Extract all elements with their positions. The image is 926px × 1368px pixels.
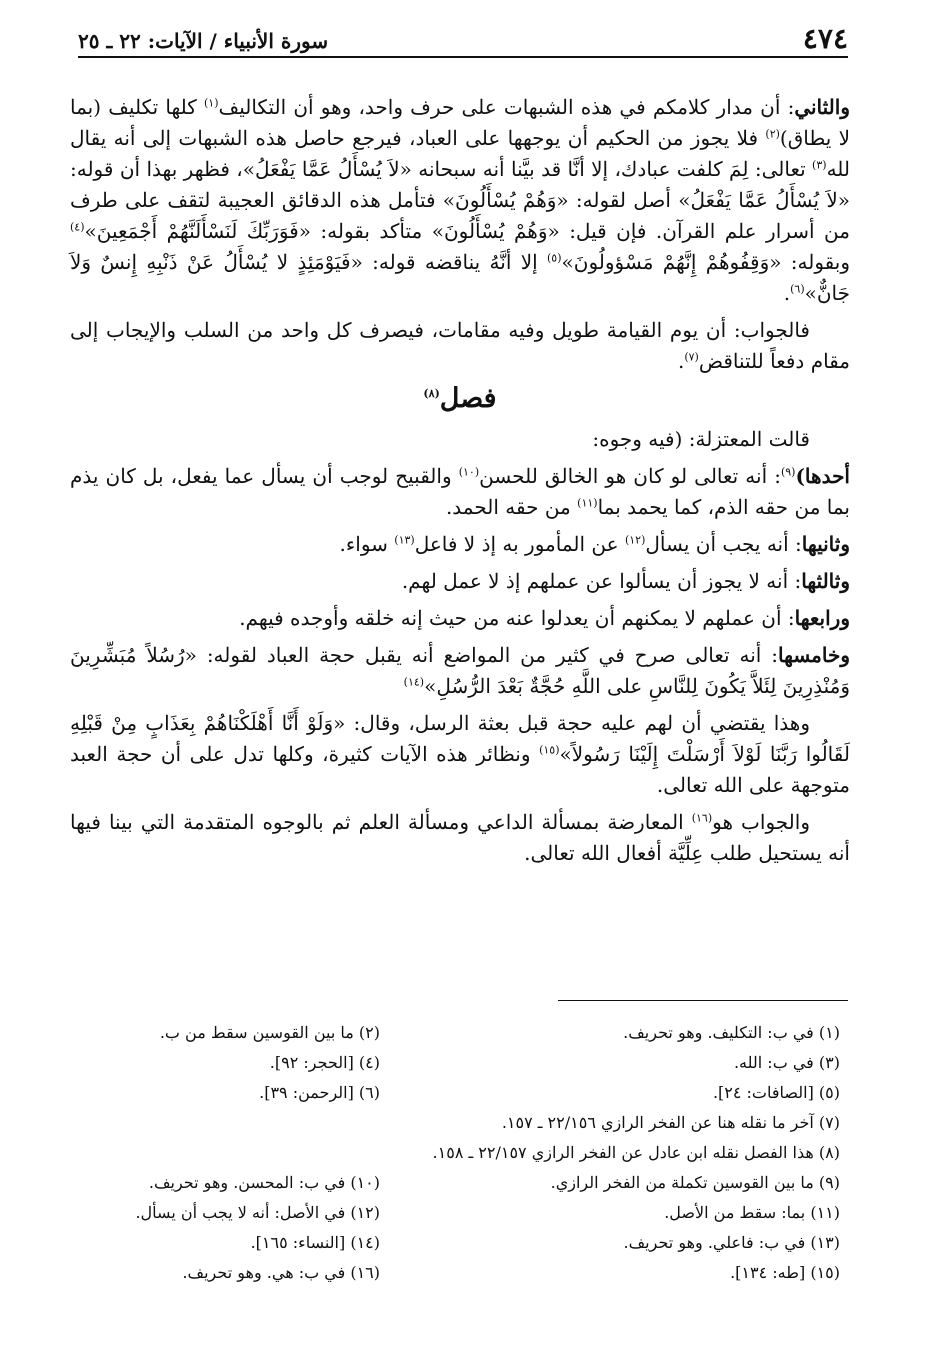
footnote-item: (٣) في ب: الله. [733, 1053, 840, 1072]
footnote-marker[interactable]: (٨) [423, 387, 440, 400]
paragraph-third [70, 566, 850, 597]
paragraph-text: تعالى: لِمَ كلفت عبادك، إلا أنَّا قد بيَّنا أنه سبحانه «لاَ يُسْأَلُ عَمَّا يَفْعَلُ»، فظهر بهذا أن قوله: «لاَ يُسْأَلُ عَمَّا يَفْعَلُ» أصل لقوله: «وَهُمْ يُسْأَلُونَ» فتأمل هذه الدقائق العجيبة لتقف على طرف من أسرار علم القرآن. فإن قيل: «وَهُمْ يُسْأَلُونَ» متأكد بقوله: «فَوَرَبِّكَ لَنَسْأَلَنَّهُمْ أَجْمَعِينَ» [70, 157, 850, 243]
paragraph-answer [70, 315, 850, 377]
paragraph-argument [70, 708, 850, 801]
footnote-marker[interactable]: (١٠) [458, 465, 480, 479]
footnote-row [80, 1048, 840, 1078]
footnote-marker[interactable]: (١) [203, 96, 219, 110]
paragraph-text: : أن مدار كلامكم في هذه الشبهات على حرف واحد، وهو أن التكاليف [218, 95, 795, 119]
paragraph-text: قالت المعتزلة: (فيه وجوه: [592, 427, 810, 451]
paragraph-text: : أنه تعالى صرح في كثير من المواضع أنه يقبل حجة العباد لقوله: «رُسُلاً مُبَشِّرِينَ وَمُنْذِرِينَ لِئَلاَّ يَكُونَ لِلنَّاسِ على اللَّهِ حُجَّةٌ بَعْدَ الرُّسُلِ» [70, 643, 850, 698]
footnote-marker[interactable]: (٤) [70, 220, 85, 234]
footnote-marker[interactable]: (٥) [547, 251, 562, 265]
footnote-item: (٦) [الرحمن: ٣٩]. [259, 1083, 380, 1102]
paragraph-text: إلا أنَّهُ يناقضه قوله: «فَيَوْمَئِذٍ لا يُسْأَلُ عَنْ ذَنْبِهِ إِنسٌ وَلاَ جَانٌّ» [70, 250, 850, 305]
paragraph-lead: ورابعها [794, 606, 850, 630]
paragraph-text: عن المأمور به إذ لا فاعل [414, 532, 625, 556]
section-title: فصل [439, 383, 497, 414]
footnote-item: (١) في ب: التكليف. وهو تحريف. [623, 1023, 840, 1042]
footnote-row [80, 1078, 840, 1108]
footnote-marker[interactable]: (١١) [577, 496, 598, 510]
footnote-item: (١٥) [طه: ١٣٤]. [730, 1263, 840, 1282]
paragraph-second-point [70, 92, 850, 309]
footnote-item: (١١) بما: سقط من الأصل. [664, 1203, 840, 1222]
paragraph-text: فالجواب: أن يوم القيامة طويل وفيه مقامات، فيصرف كل واحد من السلب والإيجاب إلى مقام دفعاً للتناقض [70, 318, 850, 373]
paragraph-text: : أنه تعالى لو كان هو الخالق للحسن [479, 464, 781, 488]
footnotes [80, 1018, 840, 1288]
footnote-row [80, 1198, 840, 1228]
paragraph-text: . [783, 281, 791, 305]
paragraph-lead: والثاني [794, 95, 850, 119]
footnote-item: (١٢) في الأصل: أنه لا يجب أن يسأل. [135, 1203, 380, 1222]
footnote-marker[interactable]: (٣) [812, 158, 827, 172]
paragraph-text: سواء. [339, 532, 395, 556]
paragraph-text: فلا يجوز من الحكيم أن يوجهها على العباد، فيرجع حاصل هذه الشبهات إلى أنه يقال لله [70, 126, 850, 181]
footnote-marker[interactable]: (٩) [780, 465, 796, 479]
footnote-item: (١٤) [النساء: ١٦٥]. [250, 1233, 380, 1252]
footnote-marker[interactable]: (٧) [684, 350, 699, 364]
footnote-item: (١٠) في ب: المحسن. وهو تحريف. [148, 1173, 380, 1192]
paragraph-first [70, 461, 850, 523]
footnote-marker[interactable]: (١٢) [624, 533, 646, 547]
paragraph-final-answer [70, 807, 850, 869]
paragraph-intro [70, 424, 850, 455]
paragraph-text: والجواب هو [712, 810, 810, 834]
running-title: سورة الأنبياء / الآيات: ٢٢ ـ ٢٥ [78, 29, 329, 53]
paragraph-text: المعارضة بمسألة الداعي ومسألة العلم ثم بالوجوه المتقدمة التي بينا فيها أنه يستحيل طلب عِلِّيَّة أفعال الله تعالى. [70, 810, 850, 865]
paragraph-text: وهذا يقتضي أن لهم عليه حجة قبل بعثة الرسل، وقال: «وَلَوْ أَنَّا أَهْلَكْنَاهُمْ بِعَذَابٍ مِنْ قَبْلِهِ لَقَالُوا رَبَّنَا لَوْلاَ أَرْسَلْتَ إِلَيْنَا رَسُولاً» [70, 711, 850, 766]
paragraph-fifth [70, 640, 850, 702]
footnote-item: (٥) [الصافات: ٢٤]. [712, 1083, 840, 1102]
footnote-row [80, 1018, 840, 1048]
footnote-item: (٢) ما بين القوسين سقط من ب. [159, 1023, 380, 1042]
running-header [78, 22, 848, 58]
paragraph-lead: أحدها) [795, 464, 850, 488]
footnote-marker[interactable]: (٢) [765, 127, 780, 141]
main-text [70, 92, 850, 875]
footnote-marker[interactable]: (٦) [790, 282, 805, 296]
paragraph-second [70, 529, 850, 560]
paragraph-lead: وثالثها [801, 569, 850, 593]
footnote-item: (٩) ما بين القوسين تكملة من الفخر الرازي. [550, 1173, 840, 1192]
paragraph-text: كلها تكليف (بما لا يطاق) [70, 95, 851, 150]
footnote-item: (٧) آخر ما نقله هنا عن الفخر الرازي ٢٢/١٥٦ ـ ١٥٧. [501, 1113, 840, 1132]
paragraph-text: وبقوله: «وَقِفُوهُمْ إِنَّهُمْ مَسْؤولُونَ» [561, 250, 851, 274]
paragraph-text: والقبيح لوجب أن يسأل عما يفعل، بل كان يذم بما من حقه الذم، كما يحمد بما [70, 464, 850, 519]
paragraph-text: ونظائر هذه الآيات كثيرة، وكلها تدل على أن حجة العبد متوجهة على الله تعالى. [70, 742, 850, 797]
footnote-marker[interactable]: (١٦) [691, 811, 713, 825]
paragraph-text: : أنه لا يجوز أن يسألوا عن عملهم إذ لا عمل لهم. [401, 569, 802, 593]
footnote-item: (٤) [الحجر: ٩٢]. [269, 1053, 380, 1072]
footnote-item: (٨) هذا الفصل نقله ابن عادل عن الفخر الرازي ٢٢/١٥٧ ـ ١٥٨. [432, 1143, 840, 1162]
footnote-row [80, 1168, 840, 1198]
paragraph-fourth [70, 603, 850, 634]
section-heading [70, 383, 850, 414]
footnote-row [80, 1228, 840, 1258]
paragraph-lead: وثانيها [801, 532, 850, 556]
footnote-separator [558, 1000, 848, 1001]
footnote-item: (١٦) في ب: هي. وهو تحريف. [182, 1263, 380, 1282]
paragraph-text: : أن عملهم لا يمكنهم أن يعدلوا عنه من حيث إنه خلقه وأوجده فيهم. [239, 606, 795, 630]
paragraph-lead: وخامسها [778, 643, 850, 667]
footnote-marker[interactable]: (١٣) [394, 533, 415, 547]
paragraph-text: : أنه يجب أن يسأل [645, 532, 802, 556]
paragraph-text: . [677, 349, 685, 373]
paragraph-text: من حقه الحمد. [445, 495, 578, 519]
footnote-marker[interactable]: (١٤) [403, 675, 425, 689]
footnote-marker[interactable]: (١٥) [539, 743, 560, 757]
page-number: ٤٧٤ [802, 22, 848, 55]
footnote-item: (١٣) في ب: فاعلي. وهو تحريف. [623, 1233, 840, 1252]
footnote-row [80, 1258, 840, 1288]
